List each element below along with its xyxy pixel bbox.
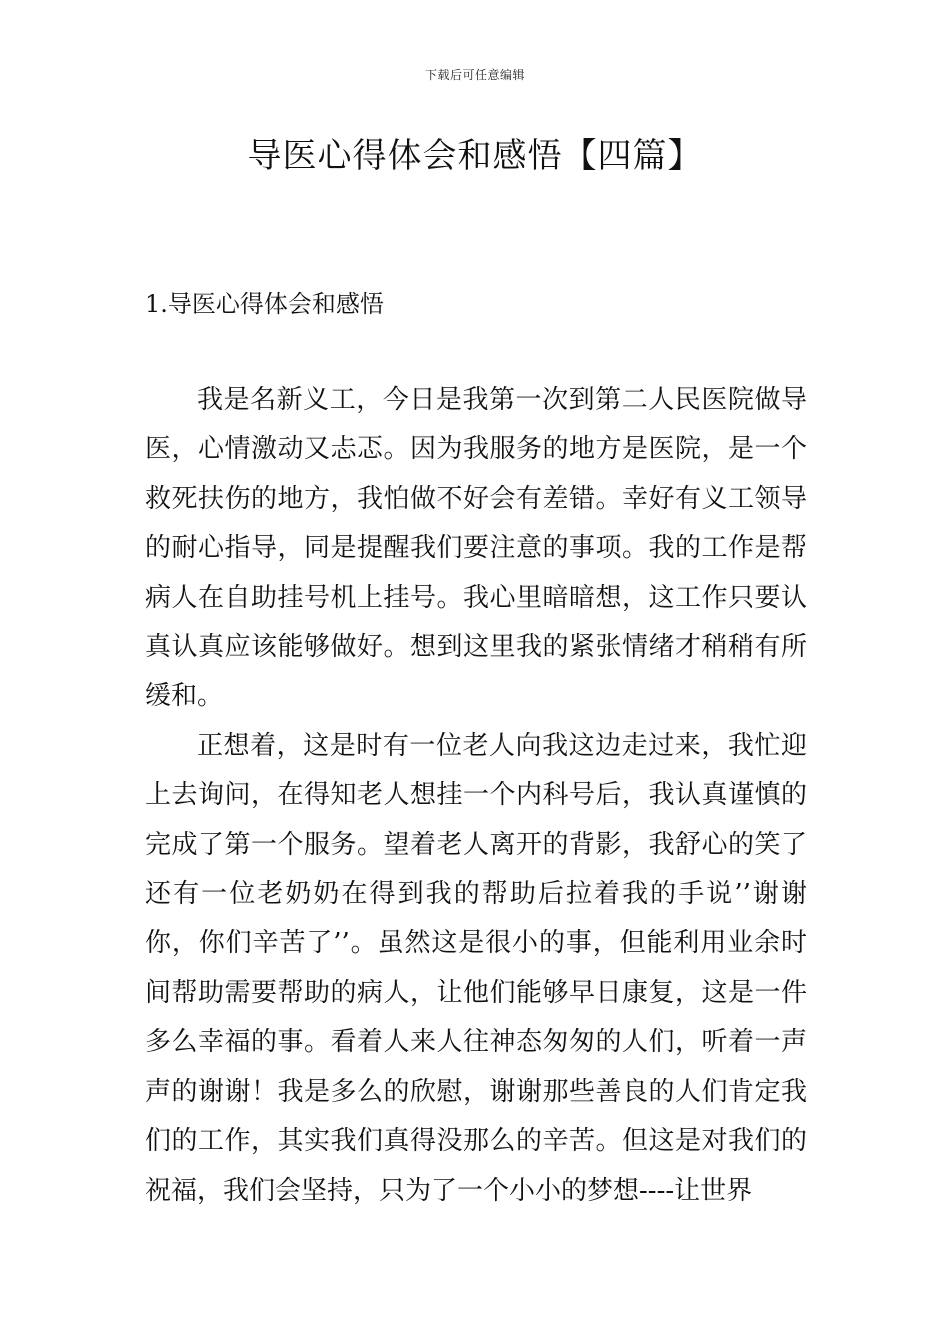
document-title: 导医心得体会和感悟【四篇】	[247, 136, 703, 176]
body-text	[145, 376, 807, 1216]
paragraph: 正想着，这是时有一位老人向我这边走过来，我忙迎上去询问，在得知老人想挂一个内科号后，我认真谨慎的完成了第一个服务。望着老人离开的背影，我舒心的笑了还有一位老奶奶在得到我的帮助后拉着我的手说’’谢谢你，你们辛苦了’’。虽然这是很小的事，但能利用业余时间帮助需要帮助的病人，让他们能够早日康复，这是一件多么幸福的事。看着人来人往神态匆匆的人们，听着一声声的谢谢！我是多么的欣慰，谢谢那些善良的人们肯定我们的工作，其实我们真得没那么的辛苦。但这是对我们的祝福，我们会坚持，只为了一个小小的梦想----让世界	[145, 730, 807, 1206]
section-heading: 1.导医心得体会和感悟	[145, 290, 384, 318]
header-note: 下载后可任意编辑	[424, 68, 525, 82]
paragraph: 我是名新义工，今日是我第一次到第二人民医院做导医，心情激动又忐忑。因为我服务的地方是医院，是一个救死扶伤的地方，我怕做不好会有差错。幸好有义工领导的耐心指导，同是提醒我们要注意的事项。我的工作是帮病人在自助挂号机上挂号。我心里暗暗想，这工作只要认真认真应该能够做好。想到这里我的紧张情绪才稍稍有所缓和。	[145, 385, 807, 712]
